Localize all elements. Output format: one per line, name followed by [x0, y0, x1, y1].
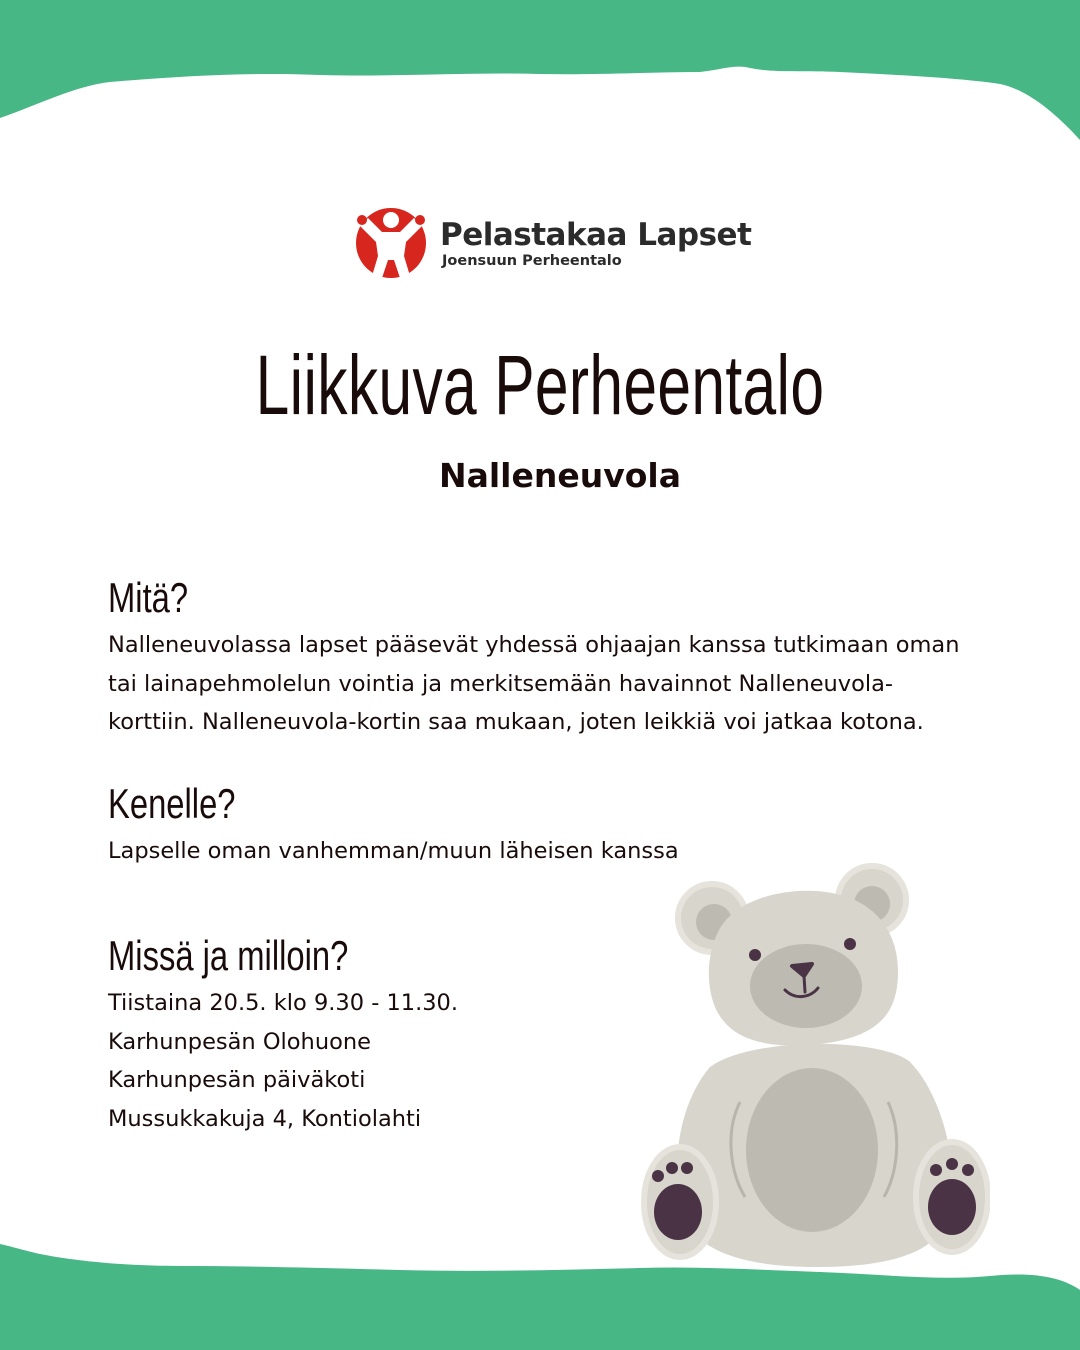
organization-logo [354, 204, 751, 280]
body-line: Mussukkakuja 4, Kontiolahti [108, 1105, 422, 1132]
body-line: Tiistaina 20.5. klo 9.30 - 11.30. [108, 990, 459, 1016]
organization-subtitle: Joensuun Perheentalo [442, 253, 622, 269]
body-line: tai lainapehmolelun vointia ja merkitsemään havainnot Nalleneuvola- [108, 670, 894, 697]
body-line: korttiin. Nalleneuvola-kortin saa mukaan, joten leikkiä voi jatkaa kotona. [108, 709, 924, 735]
child-with-raised-arms-icon [354, 204, 428, 280]
organization-name: Pelastakaa Lapset [440, 217, 752, 253]
section-heading: Kenelle? [108, 780, 236, 827]
page-title: Liikkuva Perheentalo [255, 338, 825, 432]
body-line: Karhunpesän Olohuone [108, 1028, 371, 1055]
section-heading: Mitä? [108, 574, 189, 621]
body-line: Nalleneuvolassa lapset pääsevät yhdessä ohjaajan kanssa tutkimaan oman [108, 632, 960, 658]
section-for-whom [108, 778, 1008, 871]
section-heading: Missä ja milloin? [108, 932, 349, 979]
body-line: Lapselle oman vanhemman/muun läheisen kanssa [108, 838, 679, 864]
teddy-bear-icon [640, 862, 990, 1272]
body-line: Karhunpesän päiväkoti [108, 1067, 366, 1093]
section-what [108, 572, 1008, 742]
page-subtitle: Nalleneuvola [438, 456, 682, 495]
